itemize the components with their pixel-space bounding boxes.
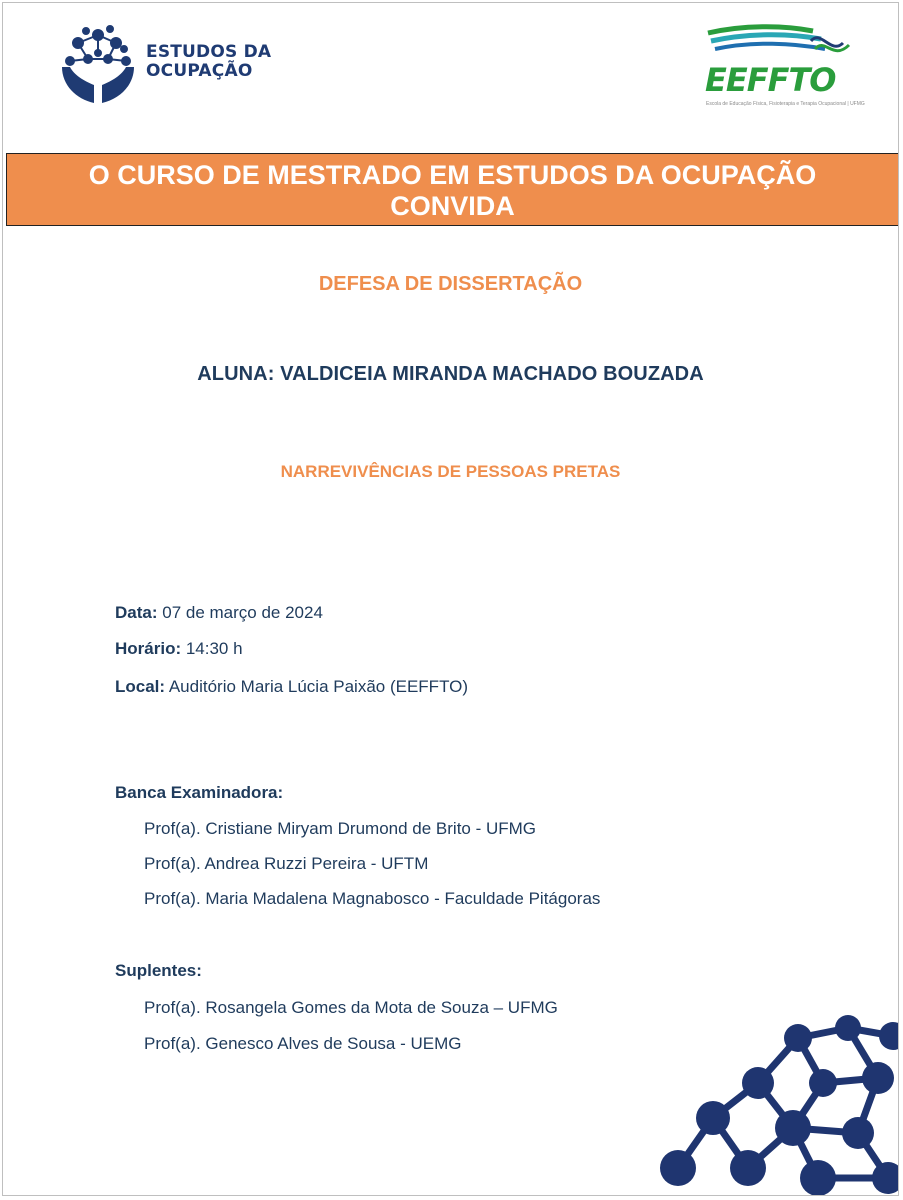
suplente-member: Prof(a). Genesco Alves de Sousa - UEMG [144,1034,462,1053]
banca-member: Prof(a). Cristiane Miryam Drumond de Brito - UFMG [144,819,537,838]
time-label: Horário: [115,639,182,658]
title-banner [6,153,899,226]
logo-left-text [146,43,271,81]
hands-network-icon [58,23,138,105]
date-value: 07 de março de 2024 [157,603,323,622]
date-label: Data: [115,603,158,622]
event-type: DEFESA DE DISSERTAÇÃO [318,273,583,295]
student-name: ALUNA: VALDICEIA MIRANDA MACHADO BOUZADA [197,363,704,385]
time-value: 14:30 h [181,639,243,658]
place-line [115,677,468,697]
banca-heading: Banca Examinadora: [115,783,284,802]
date-line [115,603,323,623]
network-decoration-icon [648,1008,899,1196]
estudos-ocupacao-logo [58,23,272,108]
time-line [115,639,243,659]
eeffto-wordmark: EEFFTO [705,61,836,99]
logo-line1: ESTUDOS DA [146,42,272,62]
banner-line1: O CURSO DE MESTRADO EM ESTUDOS DA OCUPAÇÃO [88,160,817,190]
banca-member: Prof(a). Maria Madalena Magnabosco - Faculdade Pitágoras [144,889,601,908]
place-label: Local: [115,677,166,696]
invitation-page [2,2,899,1196]
eeffto-subtitle: Escola de Educação Física, Fisioterapia e Terapia Ocupacional | UFMG [706,101,865,107]
eeffto-swoosh-icon [703,21,853,66]
banner-line2: CONVIDA [390,191,515,221]
place-value: Auditório Maria Lúcia Paixão (EEFFTO) [165,677,469,696]
suplentes-heading: Suplentes: [115,961,202,980]
banca-member: Prof(a). Andrea Ruzzi Pereira - UFTM [144,854,429,873]
dissertation-title: NARREVIVÊNCIAS DE PESSOAS PRETAS [280,462,621,481]
suplente-member: Prof(a). Rosangela Gomes da Mota de Souza – UFMG [144,998,558,1017]
eeffto-logo [703,21,865,121]
logo-line2: OCUPAÇÃO [146,61,253,81]
